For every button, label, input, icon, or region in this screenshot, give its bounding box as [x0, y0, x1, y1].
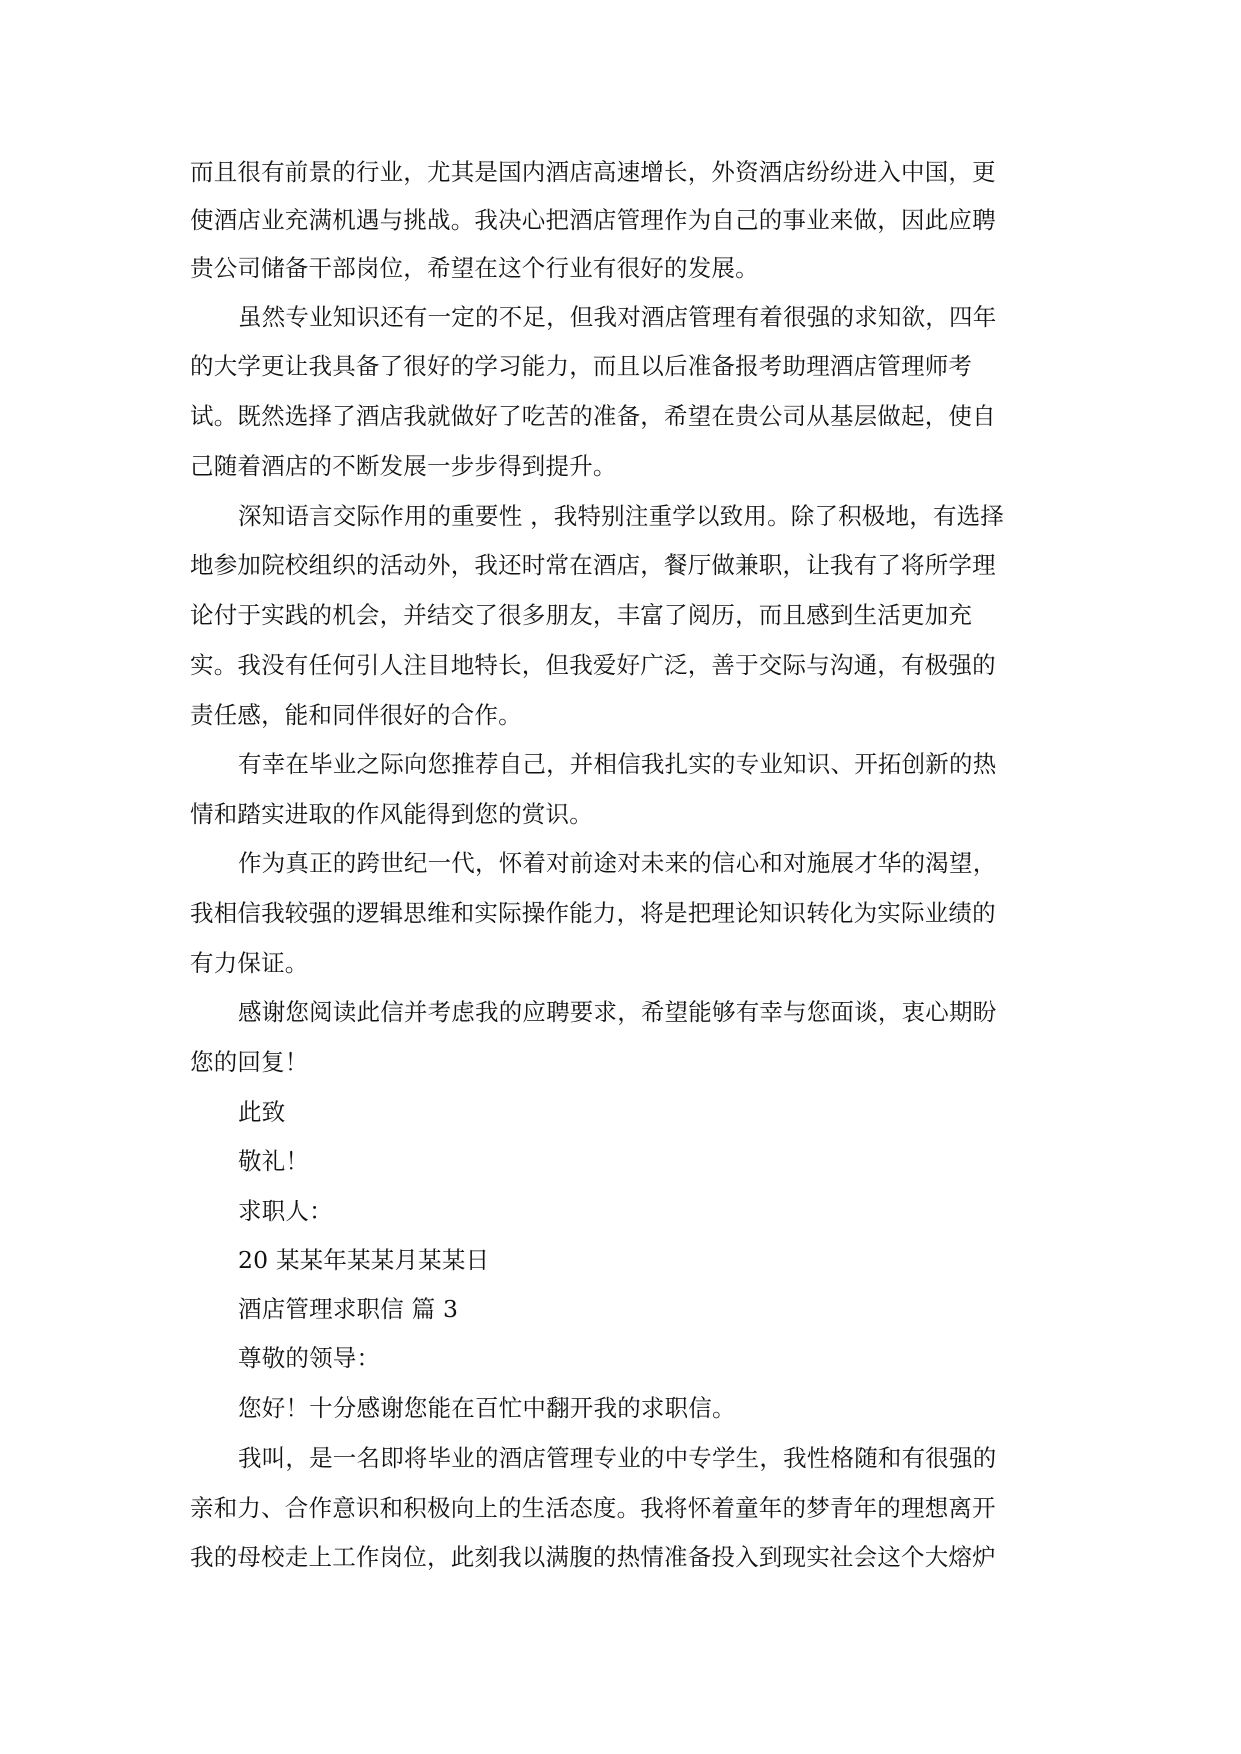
text-line: 您好！十分感谢您能在百忙中翻开我的求职信。: [238, 1394, 736, 1422]
text-line: 贵公司储备干部岗位，希望在这个行业有很好的发展。: [190, 254, 759, 282]
text-line: 己随着酒店的不断发展一步步得到提升。: [190, 452, 617, 480]
text-line: 虽然专业知识还有一定的不足，但我对酒店管理有着很强的求知欲，四年: [238, 303, 997, 331]
text-line: 深知语言交际作用的重要性 ，我特别注重学以致用。除了积极地，有选择: [238, 502, 1005, 530]
section-title: 酒店管理求职信 篇 3: [238, 1295, 459, 1323]
text-line: 地参加院校组织的活动外，我还时常在酒店，餐厅做兼职，让我有了将所学理: [190, 551, 996, 579]
applicant-label: 求职人：: [238, 1197, 333, 1225]
text-line: 试。既然选择了酒店我就做好了吃苦的准备，希望在贵公司从基层做起，使自: [190, 402, 996, 430]
text-line: 而且很有前景的行业，尤其是国内酒店高速增长，外资酒店纷纷进入中国，更: [190, 158, 996, 186]
text-line: 我相信我较强的逻辑思维和实际操作能力，将是把理论知识转化为实际业绩的: [190, 899, 996, 927]
greeting: 尊敬的领导：: [238, 1344, 381, 1372]
closing-regards: 敬礼！: [238, 1147, 310, 1175]
text-line: 情和踏实进取的作风能得到您的赏识。: [190, 800, 593, 828]
text-line: 实。我没有任何引人注目地特长，但我爱好广泛，善于交际与沟通，有极强的: [190, 651, 996, 679]
text-line: 有力保证。: [190, 949, 309, 977]
text-line: 您的回复！: [190, 1048, 309, 1076]
date-line: 20 某某年某某月某某日: [238, 1246, 490, 1274]
text-line: 使酒店业充满机遇与挑战。我决心把酒店管理作为自己的事业来做，因此应聘: [190, 206, 996, 234]
text-line: 的大学更让我具备了很好的学习能力，而且以后准备报考助理酒店管理师考: [190, 352, 973, 380]
text-line: 我叫，是一名即将毕业的酒店管理专业的中专学生，我性格随和有很强的: [238, 1444, 997, 1472]
text-line: 有幸在毕业之际向您推荐自己，并相信我扎实的专业知识、开拓创新的热: [238, 750, 997, 778]
text-line: 感谢您阅读此信并考虑我的应聘要求，希望能够有幸与您面谈，衷心期盼: [238, 998, 997, 1026]
text-line: 论付于实践的机会，并结交了很多朋友，丰富了阅历，而且感到生活更加充: [190, 601, 973, 629]
text-line: 作为真正的跨世纪一代，怀着对前途对未来的信心和对施展才华的渴望，: [238, 849, 997, 877]
text-line: 我的母校走上工作岗位，此刻我以满腹的热情准备投入到现实社会这个大熔炉: [190, 1543, 996, 1571]
text-line: 亲和力、合作意识和积极向上的生活态度。我将怀着童年的梦青年的理想离开: [190, 1494, 996, 1522]
closing-salutation: 此致: [238, 1098, 286, 1126]
text-line: 责任感，能和同伴很好的合作。: [190, 701, 522, 729]
